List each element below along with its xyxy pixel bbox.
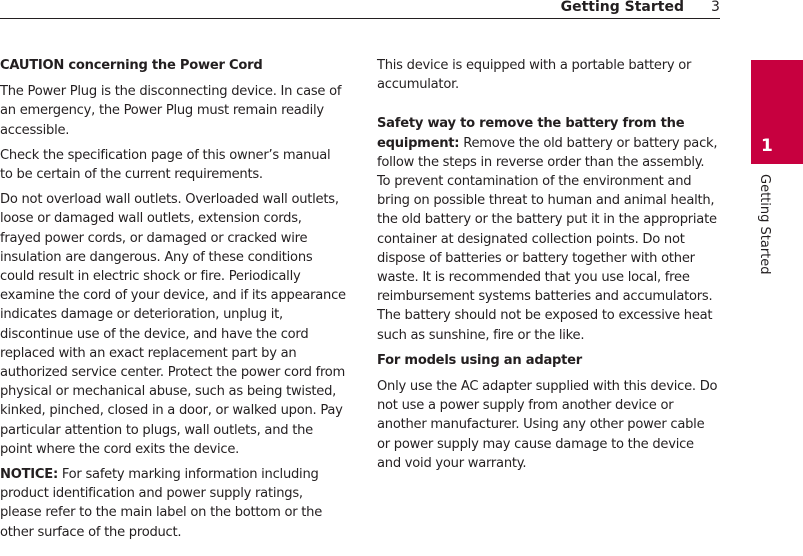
notice-label: NOTICE: bbox=[0, 467, 58, 483]
battery-intro-paragraph: This device is equipped with a portable battery or accumulator. bbox=[377, 58, 692, 93]
battery-removal-paragraph bbox=[377, 114, 721, 344]
wall-outlet-paragraph: Do not overload wall outlets. Overloaded wall outlets, loose or damaged wall outlets, extension cords, frayed power cords, or damaged or cracked wire insulation are dangerous. Any of these conditions could result in electric shock or fire. Periodically examine the cord of your device, and if its appearance indicates damage or deterioration, unplug it, discontinue use of the device, and have the cord replaced with an exact replacement part by an authorized service center. Protect the power cord from physical or mechanical abuse, such as being twisted, kinked, pinched, closed in a door, or walked upon. Pay particular attention to plugs, wall outlets, and the point where the cord exits the device. bbox=[0, 192, 346, 457]
adapter-heading: For models using an adapter bbox=[377, 352, 582, 368]
power-plug-paragraph: The Power Plug is the disconnecting device. In case of an emergency, the Power Plug must remain readily accessible. bbox=[0, 84, 342, 138]
right-column bbox=[377, 56, 721, 479]
specification-paragraph: Check the specification page of this owner’s manual to be certain of the current requirements. bbox=[0, 147, 331, 183]
chapter-number: 1 bbox=[761, 136, 773, 156]
power-cord-caution-heading: CAUTION concerning the Power Cord bbox=[0, 58, 263, 73]
page-number: 3 bbox=[711, 0, 720, 15]
header-title: Getting Started bbox=[560, 0, 684, 15]
notice-text: For safety marking information including product identification and power supply ratings, please refer to the main label on the bottom or the other surface of the product. bbox=[0, 467, 323, 540]
notice-paragraph bbox=[0, 465, 346, 542]
page-header bbox=[0, 0, 803, 22]
adapter-paragraph: Only use the AC adapter supplied with this device. Do not use a power supply from another device or another manufacturer. Using any other power cable or power supply may cause damage to the device and void your warranty. bbox=[377, 379, 718, 471]
chapter-label: Getting Started bbox=[757, 174, 772, 275]
header-rule bbox=[0, 18, 720, 19]
battery-removal-text: Remove the old battery or battery pack, follow the steps in reverse order than the assembly. To prevent contamination of the environment and bring on possible threat to human and animal health, the old battery or the battery put it in the appropriate container at designated collection points. Do not dispose of batteries or battery together with other waste. It is recommended that you use local, free reimbursement systems batteries and accumulators. The battery should not be exposed to excessive heat such as sunshine, fire or the like. bbox=[377, 135, 718, 343]
chapter-tab bbox=[751, 60, 803, 164]
battery-removal-label: Safety way to remove the battery from the equipment: bbox=[377, 116, 685, 151]
left-column bbox=[0, 56, 346, 548]
